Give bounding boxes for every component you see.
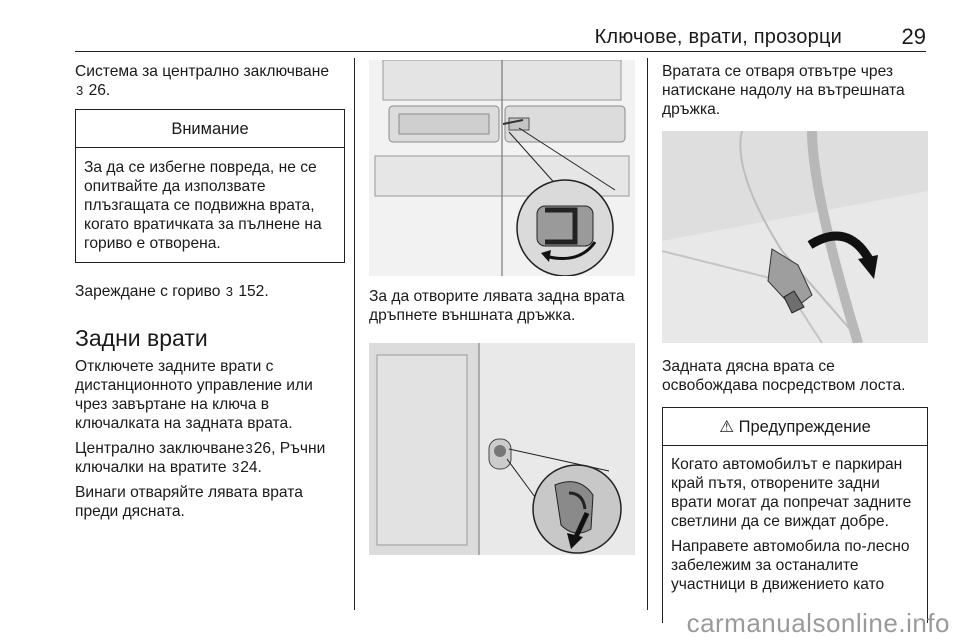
warning-title: Предупреждение <box>738 418 871 436</box>
caution-box <box>75 109 345 263</box>
warning-box <box>662 407 928 623</box>
ref-arrow-icon: 3 <box>245 441 253 456</box>
caution-text: За да се избегне повреда, не се опитвайте да използвате плъзгащата се подвижна врата, когато вратичката за пълнене на гориво е отворена. <box>84 159 322 252</box>
rear-door-outside-handle-figure <box>369 60 635 276</box>
refuel-text: Зареждане с гориво <box>75 283 221 300</box>
rear-door-open-illustration <box>369 343 635 555</box>
rear-doors-paragraph-3: Винаги отваряйте лявата врата преди дясната. <box>75 484 303 520</box>
page-number: 29 <box>901 24 926 49</box>
central-locking-text: Централно заключване <box>75 440 245 457</box>
refuel-ref-link[interactable]: 152. <box>238 283 269 300</box>
warning-triangle-icon: ⚠ <box>719 418 734 436</box>
column-middle <box>369 60 635 555</box>
warning-body <box>663 446 927 603</box>
intro-paragraph <box>75 62 345 100</box>
caution-title: Внимание <box>76 110 344 148</box>
ref-arrow-icon: 3 <box>225 284 233 299</box>
column-right <box>662 62 928 623</box>
left-door-caption: За да отворите лявата задна врата дръпнете външната дръжка. <box>369 288 625 324</box>
warning-paragraph-1: Когато автомобилът е паркиран край пътя, отворените задни врати могат да попречат задните светлини да се виждат добре. <box>671 456 912 530</box>
refuel-paragraph <box>75 282 345 301</box>
inside-handle-paragraph: Вратата се отваря отвътре чрез натискане надолу на вътрешната дръжка. <box>662 63 905 118</box>
central-locking-ref-link[interactable]: 26, Ръчни ключалки на вратите <box>75 440 326 476</box>
intro-ref-link[interactable]: 26. <box>88 82 111 99</box>
ref-arrow-icon: 3 <box>76 83 84 98</box>
section-title: Задни врати <box>75 325 208 351</box>
rear-door-inside-illustration <box>662 131 928 343</box>
site-watermark: carmanualsonline.info <box>686 608 950 638</box>
warning-paragraph-2: Направете автомобила по-лесно забележим за останалите участници в движението като <box>671 538 910 593</box>
rear-door-open-figure <box>369 343 635 555</box>
column-left <box>75 62 345 521</box>
column-divider-1 <box>354 58 355 610</box>
manual-locks-ref-link[interactable]: 24. <box>240 459 262 476</box>
rear-doors-paragraph-1: Отключете задните врати с дистанционното управление или чрез завъртане на ключа в ключалката на задната врата. <box>75 358 313 432</box>
page-header-title: Ключове, врати, прозорци <box>594 26 842 48</box>
ref-arrow-icon: 3 <box>231 460 240 475</box>
rear-door-outside-illustration <box>369 60 635 276</box>
header-rule <box>75 51 926 52</box>
right-door-paragraph: Задната дясна врата се освобождава посредством лоста. <box>662 358 906 394</box>
rear-doors-paragraph-2 <box>75 439 345 477</box>
intro-text: Система за централно заключване <box>75 63 329 80</box>
rear-door-inside-handle-figure <box>662 131 928 343</box>
column-divider-2 <box>647 58 648 610</box>
warning-header <box>663 408 927 446</box>
